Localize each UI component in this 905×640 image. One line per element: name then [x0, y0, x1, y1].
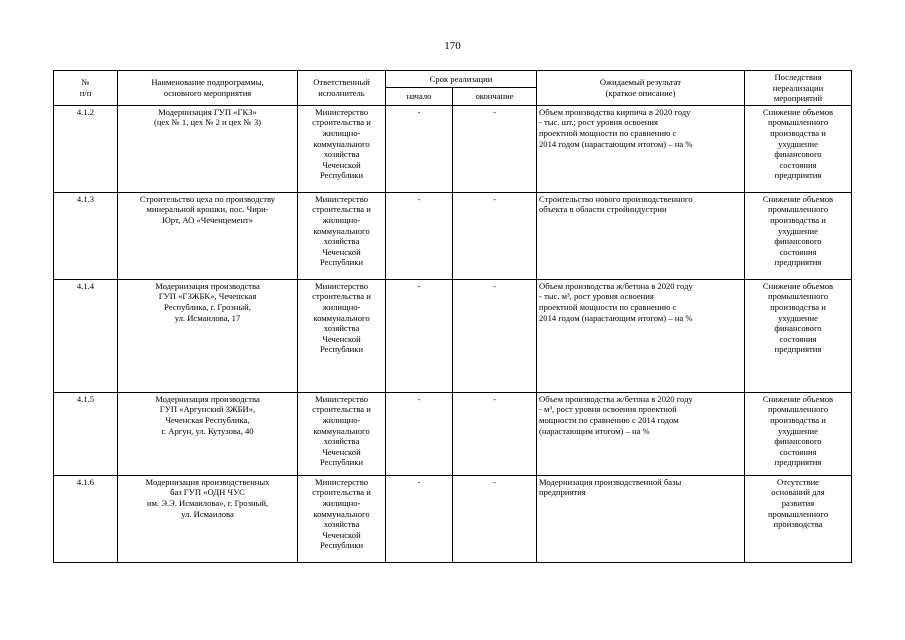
header-executor: Ответственный исполнитель: [298, 71, 386, 106]
row-end: -: [453, 279, 537, 392]
row-name: Строительство цеха по производству минеральной крошки, пос. Чири- Юрт, АО «Чеченцемент»: [118, 192, 298, 279]
row-result: Модернизация производственной базы предприятия: [537, 475, 745, 562]
header-result: Ожидаемый результат (краткое описание): [537, 71, 745, 106]
row-end: -: [453, 192, 537, 279]
row-number: 4.1.6: [54, 475, 118, 562]
row-name: Модернизация производственных баз ГУП «ОДН ЧУС им. Э.Э. Исмаилова», г. Грозный, ул. Исмаилова: [118, 475, 298, 562]
row-result: Объем производства кирпича в 2020 году - тыс. шт.; рост уровня освоения проектной мощности по сравнению с 2014 годом (нарастающим итогом) – на %: [537, 105, 745, 192]
row-executor: Министерство строительства и жилищно- коммунального хозяйства Чеченской Республики: [298, 279, 386, 392]
table-row: [54, 105, 852, 192]
row-number: 4.1.2: [54, 105, 118, 192]
header-end: окончание: [453, 88, 537, 105]
row-end: -: [453, 105, 537, 192]
row-executor: Министерство строительства и жилищно- коммунального хозяйства Чеченской Республики: [298, 475, 386, 562]
table-row: [54, 279, 852, 392]
row-end: -: [453, 392, 537, 475]
row-result: Строительство нового производственного объекта в области стройиндустрии: [537, 192, 745, 279]
row-name: Модернизация производства ГУП «ГЗЖБК», Чеченская Республика, г. Грозный, ул. Исмаилова, 17: [118, 279, 298, 392]
row-result: Объем производства ж/бетона в 2020 году - тыс. м³, рост уровня освоения проектной мощности по сравнению с 2014 годом (нарастающим итогом) – на %: [537, 279, 745, 392]
header-period: Срок реализации: [386, 71, 537, 88]
table-row: [54, 392, 852, 475]
row-number: 4.1.5: [54, 392, 118, 475]
row-consequences: Отсутствие оснований для развития промышленного производства: [745, 475, 852, 562]
table-row: [54, 192, 852, 279]
header-num: № п/п: [54, 71, 118, 106]
row-number: 4.1.3: [54, 192, 118, 279]
header-name: Наименование подпрограммы, основного мероприятия: [118, 71, 298, 106]
row-consequences: Снижение объемов промышленного производства и ухудшение финансового состояния предприятия: [745, 105, 852, 192]
row-executor: Министерство строительства и жилищно- коммунального хозяйства Чеченской Республики: [298, 392, 386, 475]
row-consequences: Снижение объемов промышленного производства и ухудшение финансового состояния предприятия: [745, 192, 852, 279]
row-start: -: [386, 279, 453, 392]
row-start: -: [386, 192, 453, 279]
header-row-1: [54, 71, 852, 88]
row-end: -: [453, 475, 537, 562]
header-start: начало: [386, 88, 453, 105]
row-name: Модернизация производства ГУП «Аргунский ЗЖБИ», Чеченская Республика, г. Аргун, ул. Кутузова, 40: [118, 392, 298, 475]
row-executor: Министерство строительства и жилищно- коммунального хозяйства Чеченской Республики: [298, 105, 386, 192]
row-name: Модернизация ГУП «ГКЗ» (цех № 1, цех № 2 и цех № 3): [118, 105, 298, 192]
row-result: Объем производства ж/бетона в 2020 году - м³, рост уровня освоения проектной мощности по сравнению с 2014 годом (нарастающим итогом) – на %: [537, 392, 745, 475]
page-number: 170: [444, 40, 461, 52]
row-start: -: [386, 475, 453, 562]
row-start: -: [386, 392, 453, 475]
program-table: [53, 70, 852, 563]
table-row: [54, 475, 852, 562]
header-consequences: Последствия нереализации мероприятий: [745, 71, 852, 106]
row-start: -: [386, 105, 453, 192]
row-number: 4.1.4: [54, 279, 118, 392]
row-consequences: Снижение объемов промышленного производства и ухудшение финансового состояния предприятия: [745, 392, 852, 475]
row-consequences: Снижение объемов промышленного производства и ухудшение финансового состояния предприятия: [745, 279, 852, 392]
row-executor: Министерство строительства и жилищно- коммунального хозяйства Чеченской Республики: [298, 192, 386, 279]
